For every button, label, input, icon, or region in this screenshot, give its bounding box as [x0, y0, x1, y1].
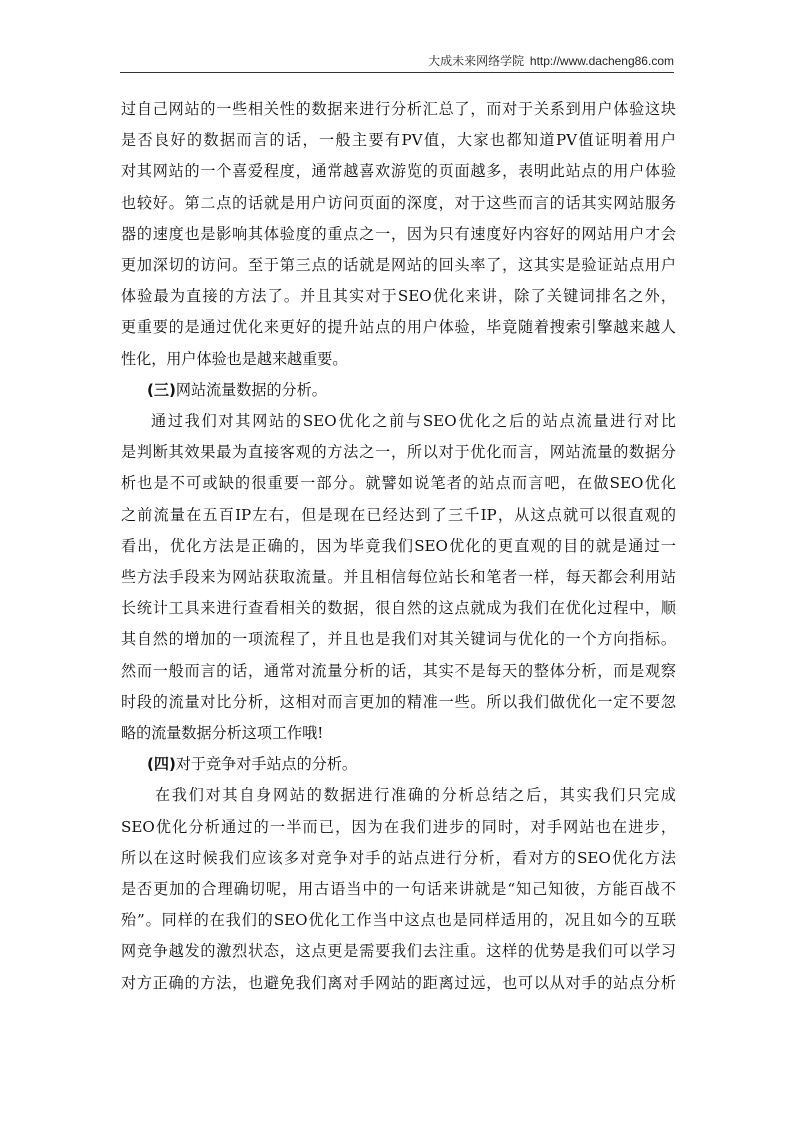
text-line: 殆”。同样的在我们的SEO优化工作当中这点也是同样适用的，况且如今的互联 — [121, 911, 676, 930]
text-line: SEO优化分析通过的一半而已，因为在我们进步的同时，对手网站也在进步， — [121, 817, 676, 836]
text-line: 更加深切的访问。至于第三点的话就是网站的回头率了，这其实是验证站点用户 — [121, 256, 676, 275]
section-title: 对于竞争对手站点的分析。 — [175, 755, 358, 774]
text-line: 长统计工具来进行查看相关的数据，很自然的这点就成为我们在优化过程中，顺 — [121, 599, 676, 618]
text-line: 是否更加的合理确切呢，用古语当中的一句话来讲就是“知己知彼，方能百战不 — [121, 880, 676, 899]
paragraph-3 — [121, 780, 676, 998]
page-header — [120, 54, 674, 73]
text-line: 时段的流量对比分析，这相对而言更加的精准一些。所以我们做优化一定不要忽 — [121, 692, 676, 711]
document-body — [121, 94, 676, 999]
section-number: (四) — [147, 755, 176, 774]
text-line: 是否良好的数据而言的话，一般主要有PV值，大家也都知道PV值证明着用户 — [121, 131, 676, 150]
text-line: 在我们对其自身网站的数据进行准确的分析总结之后，其实我们只完成 — [155, 786, 676, 805]
section-heading-4 — [121, 749, 676, 780]
text-line: 看出，优化方法是正确的，因为毕竟我们SEO优化的更直观的目的就是通过一 — [121, 536, 676, 555]
text-line: 其自然的增加的一项流程了，并且也是我们对其关键词与优化的一个方向指标。 — [121, 630, 676, 649]
text-line: 器的速度也是影响其体验度的重点之一，因为只有速度好内容好的网站用户才会 — [121, 224, 676, 243]
text-line: 通过我们对其网站的SEO优化之前与SEO优化之后的站点流量进行对比 — [151, 412, 676, 431]
section-number: (三) — [147, 380, 176, 399]
text-line: 是判断其效果最为直接客观的方法之一，所以对于优化而言，网站流量的数据分 — [121, 443, 676, 462]
text-line: 对方正确的方法，也避免我们离对手网站的距离过远，也可以从对手的站点分析 — [121, 973, 676, 992]
text-line: 过自己网站的一些相关性的数据来进行分析汇总了，而对于关系到用户体验这块 — [121, 100, 676, 118]
section-title: 网站流量数据的分析。 — [175, 380, 327, 399]
text-line: 些方法手段来为网站获取流量。并且相信每位站长和笔者一样，每天都会利用站 — [121, 568, 676, 587]
text-line: 所以在这时候我们应该多对竞争对手的站点进行分析，看对方的SEO优化方法 — [121, 848, 676, 867]
section-heading-3 — [121, 375, 676, 406]
text-line: 也较好。第二点的话就是用户访问页面的深度，对于这些而言的话其实网站服务 — [121, 193, 676, 212]
text-line: 性化，用户体验也是越来越重要。 — [121, 349, 348, 368]
text-line: 对其网站的一个喜爱程度，通常越喜欢游览的页面越多，表明此站点的用户体验 — [121, 162, 676, 181]
text-line: 体验最为直接的方法了。并且其实对于SEO优化来讲，除了关键词排名之外， — [121, 287, 676, 306]
text-line: 之前流量在五百IP左右，但是现在已经达到了三千IP，从这点就可以很直观的 — [121, 505, 676, 524]
text-line: 然而一般而言的话，通常对流量分析的话，其实不是每天的整体分析，而是观察 — [121, 661, 676, 680]
header-site-url[interactable]: http://www.dacheng86.com — [529, 54, 674, 68]
text-line: 析也是不可或缺的很重要一部分。就譬如说笔者的站点而言吧，在做SEO优化 — [121, 474, 676, 493]
text-line: 略的流量数据分析这项工作哦! — [121, 724, 324, 743]
paragraph-1 — [121, 94, 676, 375]
text-line: 网竞争越发的激烈状态，这点更是需要我们去注重。这样的优势是我们可以学习 — [121, 942, 676, 961]
paragraph-2 — [121, 406, 676, 749]
text-line: 更重要的是通过优化来更好的提升站点的用户体验，毕竟随着搜索引擎越来越人 — [121, 318, 676, 337]
header-site-name: 大成未来网络学院 — [428, 54, 525, 68]
